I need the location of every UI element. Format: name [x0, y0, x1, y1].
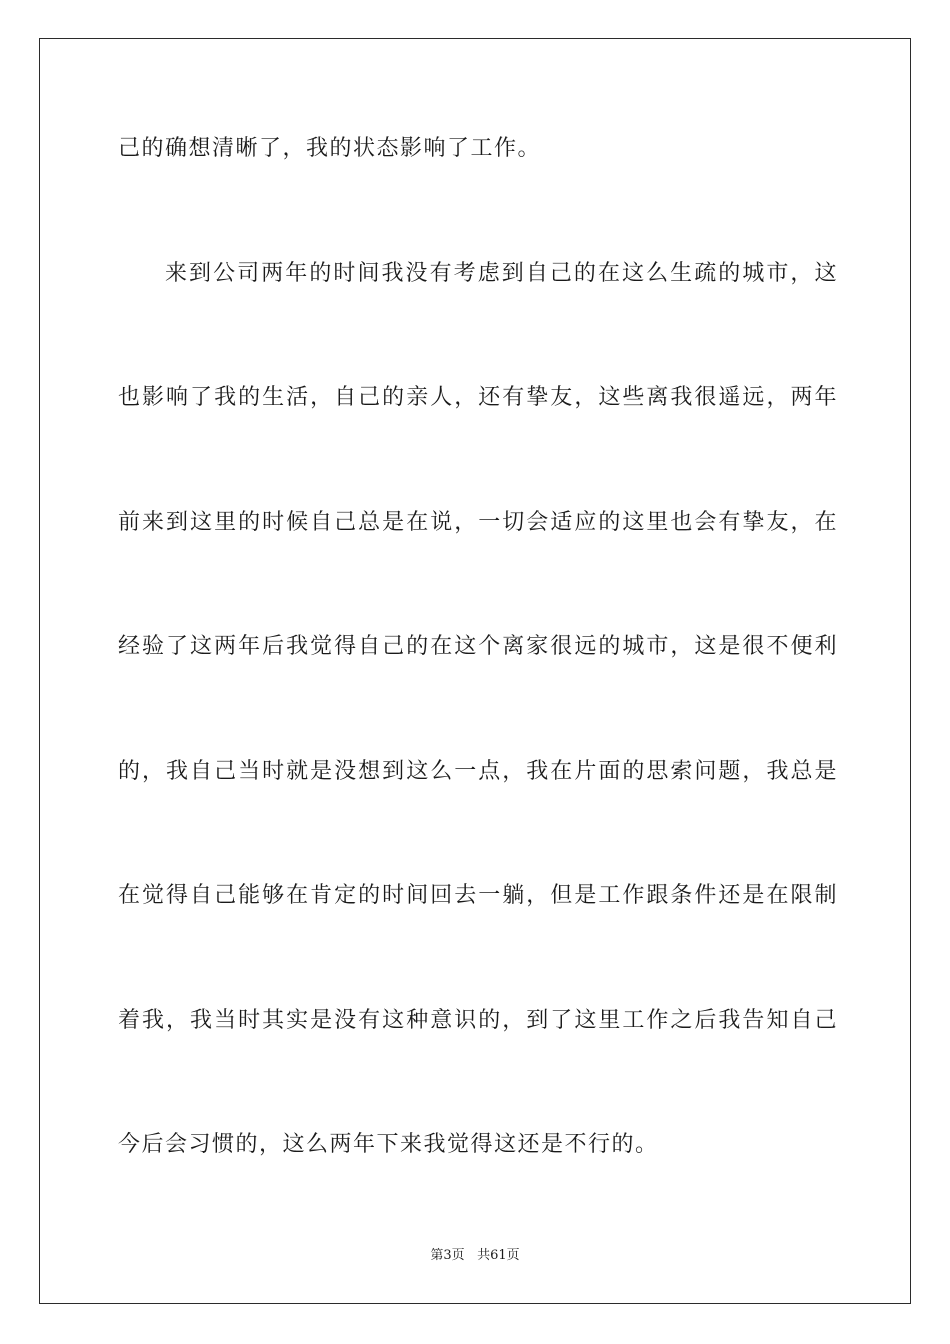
paragraph-line: 今后会习惯的，这么两年下来我觉得这还是不行的。 [118, 1132, 659, 1157]
page-number: 第3页 [430, 1248, 465, 1263]
paragraph-line: 前来到这里的时候自己总是在说，一切会适应的这里也会有挚友，在 [118, 510, 838, 535]
paragraph-line: 的，我自己当时就是没想到这么一点，我在片面的思索问题，我总是 [118, 759, 838, 784]
paragraph-line: 经验了这两年后我觉得自己的在这个离家很远的城市，这是很不便利 [118, 634, 838, 659]
paragraph-line: 在觉得自己能够在肯定的时间回去一躺，但是工作跟条件还是在限制 [118, 883, 838, 908]
page-footer [0, 1247, 950, 1265]
paragraph-line: 着我，我当时其实是没有这种意识的，到了这里工作之后我告知自己 [118, 1008, 838, 1033]
paragraph-line: 也影响了我的生活，自己的亲人，还有挚友，这些离我很遥远，两年 [118, 385, 838, 410]
paragraph-line: 己的确想清晰了，我的状态影响了工作。 [118, 136, 542, 161]
paragraph-line: 来到公司两年的时间我没有考虑到自己的在这么生疏的城市，这 [165, 261, 838, 286]
page-border [39, 38, 911, 1304]
page-total: 共61页 [477, 1248, 520, 1263]
